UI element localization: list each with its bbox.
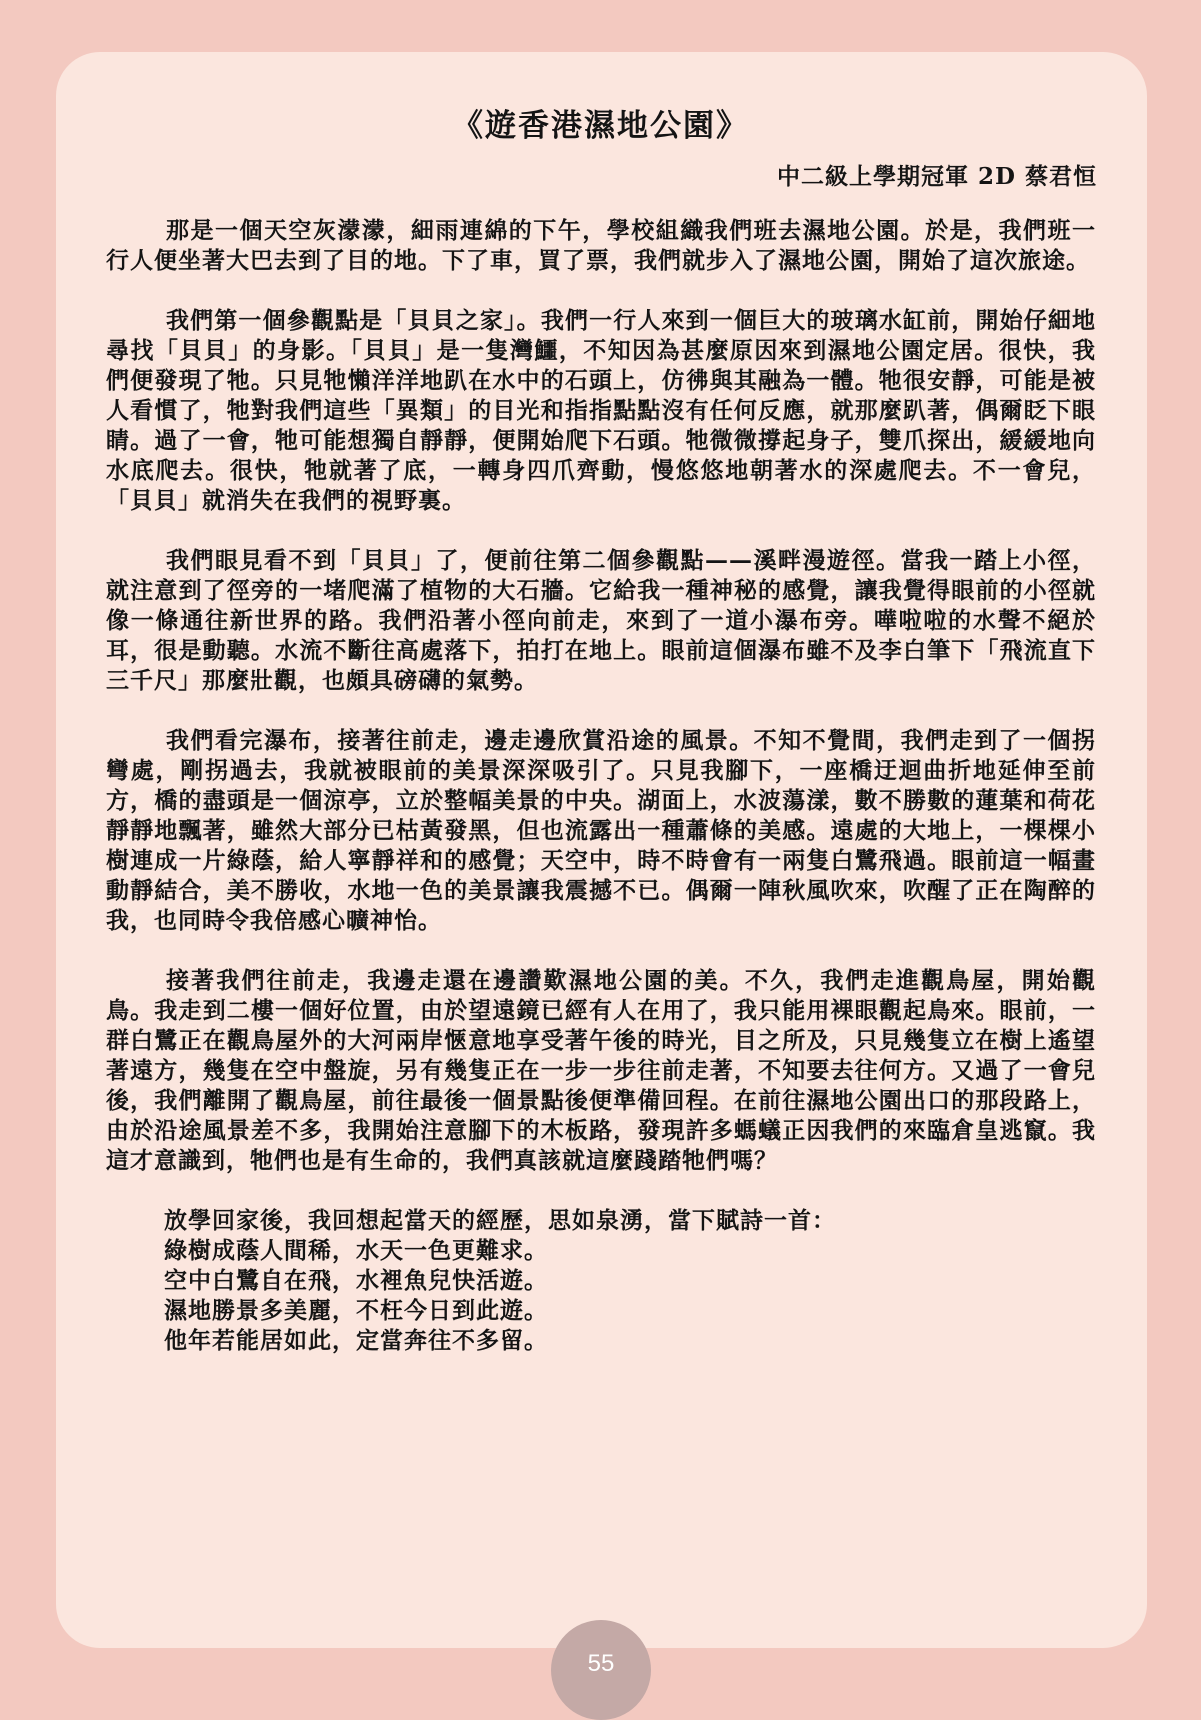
paragraph: 我們第一個參觀點是「貝貝之家」。我們一行人來到一個巨大的玻璃水缸前，開始仔細地尋找「貝貝」的身影。「貝貝」是一隻灣鱷，不知因為甚麼原因來到濕地公園定居。很快，我們便發現了牠。只見牠懶洋洋地趴在水中的石頭上，仿彿與其融為一體。牠很安靜，可能是被人看慣了，牠對我們這些「異類」的目光和指指點點沒有任何反應，就那麼趴著，偶爾眨下眼睛。過了一會，牠可能想獨自靜靜，便開始爬下石頭。牠微微撐起身子，雙爪探出，緩緩地向水底爬去。很快，牠就著了底，一轉身四爪齊動，慢悠悠地朝著水的深處爬去。不一會兒，「貝貝」就消失在我們的視野裏。 — [106, 307, 1096, 514]
poem-intro: 放學回家後，我回想起當天的經歷，思如泉湧，當下賦詩一首： — [164, 1207, 836, 1234]
author-line: 中二級上學期冠軍 2D 蔡君恒 — [777, 163, 1097, 190]
poem-line: 空中白鷺自在飛，水裡魚兒快活遊。 — [164, 1267, 548, 1294]
paragraph: 接著我們往前走，我邊走還在邊讚歎濕地公園的美。不久，我們走進觀鳥屋，開始觀鳥。我走到二樓一個好位置，由於望遠鏡已經有人在用了，我只能用裸眼觀起鳥來。眼前，一群白鷺正在觀鳥屋外的大河兩岸愜意地享受著午後的時光，目之所及，只見幾隻立在樹上遙望著遠方，幾隻在空中盤旋，另有幾隻正在一步一步往前走著，不知要去往何方。又過了一會兒後，我們離開了觀鳥屋，前往最後一個景點後便準備回程。在前往濕地公園出口的那段路上，由於沿途風景差不多，我開始注意腳下的木板路，發現許多螞蟻正因我們的來臨倉皇逃竄。我這才意識到，牠們也是有生命的，我們真該就這麼踐踏牠們嗎？ — [106, 967, 1096, 1174]
paragraph: 那是一個天空灰濛濛，細雨連綿的下午，學校組織我們班去濕地公園。於是，我們班一行人便坐著大巴去到了目的地。下了車，買了票，我們就步入了濕地公園，開始了這次旅途。 — [106, 217, 1096, 274]
poem-line: 綠樹成蔭人間稀，水天一色更難求。 — [164, 1237, 548, 1264]
poem-line: 他年若能居如此，定當奔往不多留。 — [164, 1327, 548, 1354]
paragraph: 我們看完瀑布，接著往前走，邊走邊欣賞沿途的風景。不知不覺間，我們走到了一個拐彎處，剛拐過去，我就被眼前的美景深深吸引了。只見我腳下，一座橋迂迴曲折地延伸至前方，橋的盡頭是一個涼亭，立於整幅美景的中央。湖面上，水波蕩漾，數不勝數的蓮葉和荷花靜靜地飄著，雖然大部分已枯黃發黑，但也流露出一種蕭條的美感。遠處的大地上，一棵棵小樹連成一片綠蔭，給人寧靜祥和的感覺；天空中，時不時會有一兩隻白鷺飛過。眼前這一幅畫動靜結合，美不勝收，水地一色的美景讓我震撼不已。偶爾一陣秋風吹來，吹醒了正在陶醉的我，也同時令我倍感心曠神怡。 — [106, 727, 1096, 934]
paragraph: 我們眼見看不到「貝貝」了，便前往第二個參觀點——溪畔漫遊徑。當我一踏上小徑，就注意到了徑旁的一堵爬滿了植物的大石牆。它給我一種神秘的感覺，讓我覺得眼前的小徑就像一條通往新世界的路。我們沿著小徑向前走，來到了一道小瀑布旁。嘩啦啦的水聲不絕於耳，很是動聽。水流不斷往高處落下，拍打在地上。眼前這個瀑布雖不及李白筆下「飛流直下三千尺」那麼壯觀，也頗具磅礴的氣勢。 — [106, 547, 1096, 694]
essay-body — [106, 216, 1096, 1356]
essay-title: 《遊香港濕地公園》 — [452, 108, 749, 144]
page-number-badge: 55 — [551, 1620, 651, 1720]
poem-line: 濕地勝景多美麗，不枉今日到此遊。 — [164, 1297, 548, 1324]
